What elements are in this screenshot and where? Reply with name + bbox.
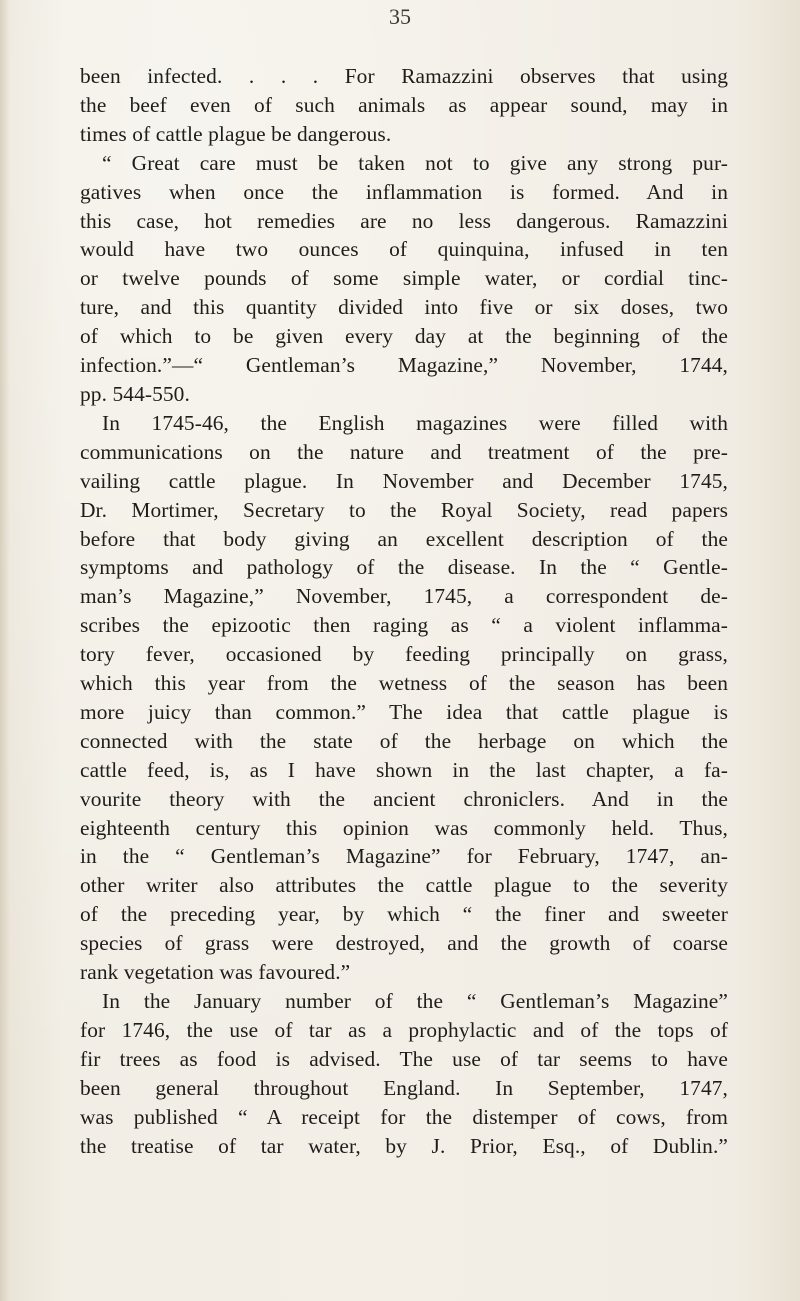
text-line: times of cattle plague be dangerous. xyxy=(80,121,392,146)
text-line: species of grass were destroyed, and the growth of coarse xyxy=(80,931,728,956)
text-line: of which to be given every day at the beginning of the xyxy=(80,324,728,349)
text-line: for 1746, the use of tar as a prophylactic and of the tops of xyxy=(80,1017,728,1042)
text-line: the beef even of such animals as appear sound, may in xyxy=(80,92,728,117)
text-line: this case, hot remedies are no less dangerous. Ramazzini xyxy=(80,208,728,233)
text-line: scribes the epizootic then raging as “ a violent inflamma- xyxy=(80,613,728,638)
text-line: been general throughout England. In September, 1747, xyxy=(80,1075,728,1100)
body-text xyxy=(80,62,728,1160)
text-line: cattle feed, is, as I have shown in the last chapter, a fa- xyxy=(80,757,728,782)
text-line: pp. 544-550. xyxy=(80,381,190,406)
text-line: of the preceding year, by which “ the finer and sweeter xyxy=(80,902,728,927)
text-line: tory fever, occasioned by feeding principally on grass, xyxy=(80,642,728,667)
text-line: before that body giving an excellent description of the xyxy=(80,526,728,551)
text-line: eighteenth century this opinion was commonly held. Thus, xyxy=(80,815,728,840)
text-line: rank vegetation was favoured.” xyxy=(80,960,351,985)
text-line: gatives when once the inflammation is formed. And in xyxy=(80,179,728,204)
text-line: fir trees as food is advised. The use of tar seems to have xyxy=(80,1046,728,1071)
text-line: in the “ Gentleman’s Magazine” for February, 1747, an- xyxy=(80,844,728,869)
text-line: ture, and this quantity divided into five or six doses, two xyxy=(80,295,728,320)
text-line: the treatise of tar water, by J. Prior, Esq., of Dublin.” xyxy=(80,1133,728,1158)
text-line: or twelve pounds of some simple water, or cordial tinc- xyxy=(80,266,728,291)
text-line: more juicy than common.” The idea that cattle plague is xyxy=(80,699,728,724)
text-line: Dr. Mortimer, Secretary to the Royal Society, read papers xyxy=(80,497,728,522)
text-line: been infected. . . . For Ramazzini observes that using xyxy=(80,64,728,88)
text-line: “ Great care must be taken not to give any strong pur- xyxy=(102,150,728,175)
text-line: vailing cattle plague. In November and December 1745, xyxy=(80,468,728,493)
text-line: other writer also attributes the cattle plague to the severity xyxy=(80,873,728,898)
text-line: communications on the nature and treatment of the pre- xyxy=(80,439,728,464)
text-line: symptoms and pathology of the disease. In the “ Gentle- xyxy=(80,555,728,580)
page-edge-shadow xyxy=(0,0,10,1301)
text-line: In 1745-46, the English magazines were filled with xyxy=(102,410,728,435)
text-line: would have two ounces of quinquina, infused in ten xyxy=(80,237,728,262)
text-line: infection.”—“ Gentleman’s Magazine,” November, 1744, xyxy=(80,353,728,378)
text-line: connected with the state of the herbage on which the xyxy=(80,728,728,753)
text-line: In the January number of the “ Gentleman’s Magazine” xyxy=(102,989,728,1013)
text-line: which this year from the wetness of the season has been xyxy=(80,671,728,696)
page-number: 35 xyxy=(389,4,411,29)
text-line: vourite theory with the ancient chroniclers. And in the xyxy=(80,786,728,811)
text-line: was published “ A receipt for the distemper of cows, from xyxy=(80,1104,728,1129)
text-line: man’s Magazine,” November, 1745, a correspondent de- xyxy=(80,584,728,609)
